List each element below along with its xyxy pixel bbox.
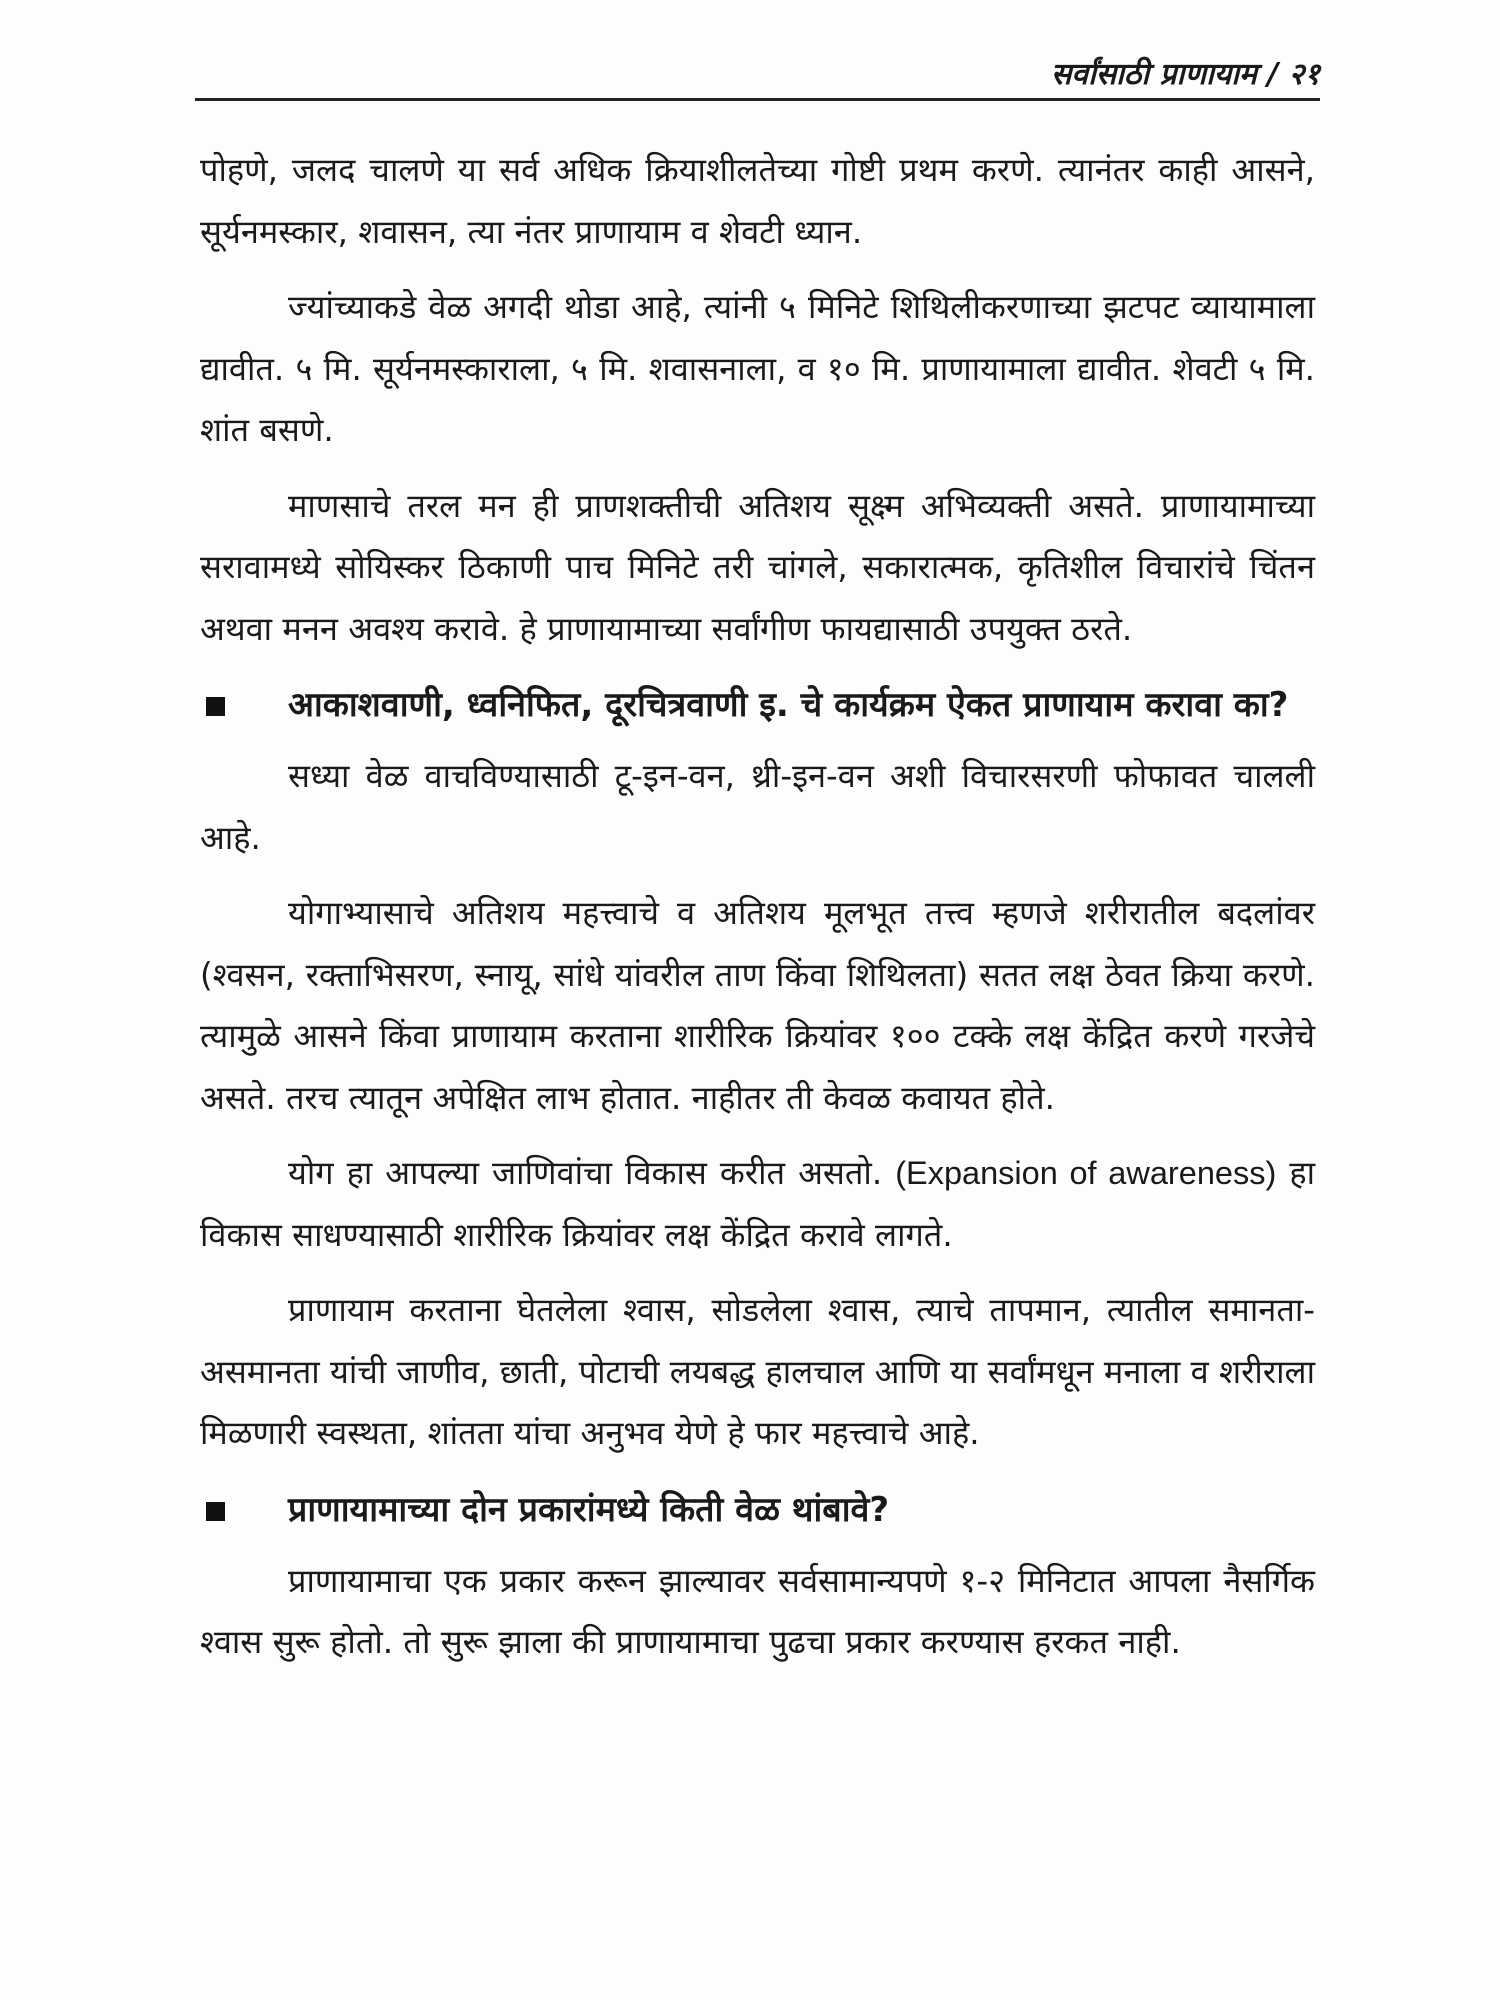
question-text-1: आकाशवाणी, ध्वनिफित, दूरचित्रवाणी इ. चे कार्यक्रम ऐकत प्राणायाम करावा का? — [288, 685, 1289, 725]
question-heading-2 — [200, 1479, 1315, 1541]
paragraph-3: माणसाचे तरल मन ही प्राणशक्तीची अतिशय सूक्ष्म अभिव्यक्ती असते. प्राणायामाच्या सरावामध्ये सोयिस्कर ठिकाणी पाच मिनिटे तरी चांगले, सकारात्मक, कृतिशील विचारांचे चिंतन अथवा मनन अवश्य करावे. हे प्राणायामाच्या सर्वांगीण फायद्यासाठी उपयुक्त ठरते. — [200, 486, 1315, 648]
header-rule — [195, 98, 1320, 101]
paragraph-8: प्राणायामाचा एक प्रकार करून झाल्यावर सर्वसामान्यपणे १-२ मिनिटात आपला नैसर्गिक श्वास सुरू होतो. तो सुरू झाला की प्राणायामाचा पुढचा प्रकार करण्यास हरकत नाही. — [200, 1561, 1315, 1661]
paragraph-5: योगाभ्यासाचे अतिशय महत्त्वाचे व अतिशय मूलभूत तत्त्व म्हणजे शरीरातील बदलांवर (श्वसन, रक्ताभिसरण, स्नायू, सांधे यांवरील ताण किंवा शिथिलता) सतत लक्ष ठेवत क्रिया करणे. त्यामुळे आसने किंवा प्राणायाम करताना शारीरिक क्रियांवर १०० टक्के लक्ष केंद्रित करणे गरजेचे असते. तरच त्यातून अपेक्षित लाभ होतात. नाहीतर ती केवळ कवायत होते. — [200, 894, 1315, 1117]
paragraph-6-part-a: योग हा आपल्या जाणिवांचा विकास करीत असतो. — [288, 1154, 883, 1192]
paragraph-2: ज्यांच्याकडे वेळ अगदी थोडा आहे, त्यांनी ५ मिनिटे शिथिलीकरणाच्या झटपट व्यायामाला द्यावीत. ५ मि. सूर्यनमस्काराला, ५ मि. शवासनाला, व १० मि. प्राणायामाला द्यावीत. शेवटी ५ मि. शांत बसणे. — [200, 288, 1315, 449]
page-header — [195, 52, 1320, 102]
square-bullet-icon — [206, 1502, 225, 1521]
page-body — [200, 140, 1315, 1688]
paragraph-6 — [200, 1143, 1315, 1266]
paragraph-4: सध्या वेळ वाचविण्यासाठी टू-इन-वन, थ्री-इन-वन अशी विचारसरणी फोफावत चालली आहे. — [200, 757, 1315, 857]
question-text-2: प्राणायामाच्या दोन प्रकारांमध्ये किती वेळ थांबावे? — [288, 1489, 890, 1530]
question-heading-1 — [200, 674, 1315, 736]
paragraph-7: प्राणायाम करताना घेतलेला श्वास, सोडलेला श्वास, त्याचे तापमान, त्यातील समानता-असमानता यांची जाणीव, छाती, पोटाची लयबद्ध हालचाल आणि या सर्वांमधून मनाला व शरीराला मिळणारी स्वस्थता, शांतता यांचा अनुभव येणे हे फार महत्त्वाचे आहे. — [200, 1291, 1315, 1452]
paragraph-1: पोहणे, जलद चालणे या सर्व अधिक क्रियाशीलतेच्या गोष्टी प्रथम करणे. त्यानंतर काही आसने, सूर्यनमस्कार, शवासन, त्या नंतर प्राणायाम व शेवटी ध्यान. — [200, 151, 1315, 251]
paragraph-6-part-c: हा विकास साधण्यासाठी शारीरिक क्रियांवर लक्ष केंद्रित करावे लागते. — [200, 1154, 1315, 1254]
square-bullet-icon — [206, 697, 225, 716]
paragraph-6-english: (Expansion of awareness) — [895, 1155, 1277, 1191]
running-head: सर्वांसाठी प्राणायाम / २१ — [1051, 57, 1320, 92]
